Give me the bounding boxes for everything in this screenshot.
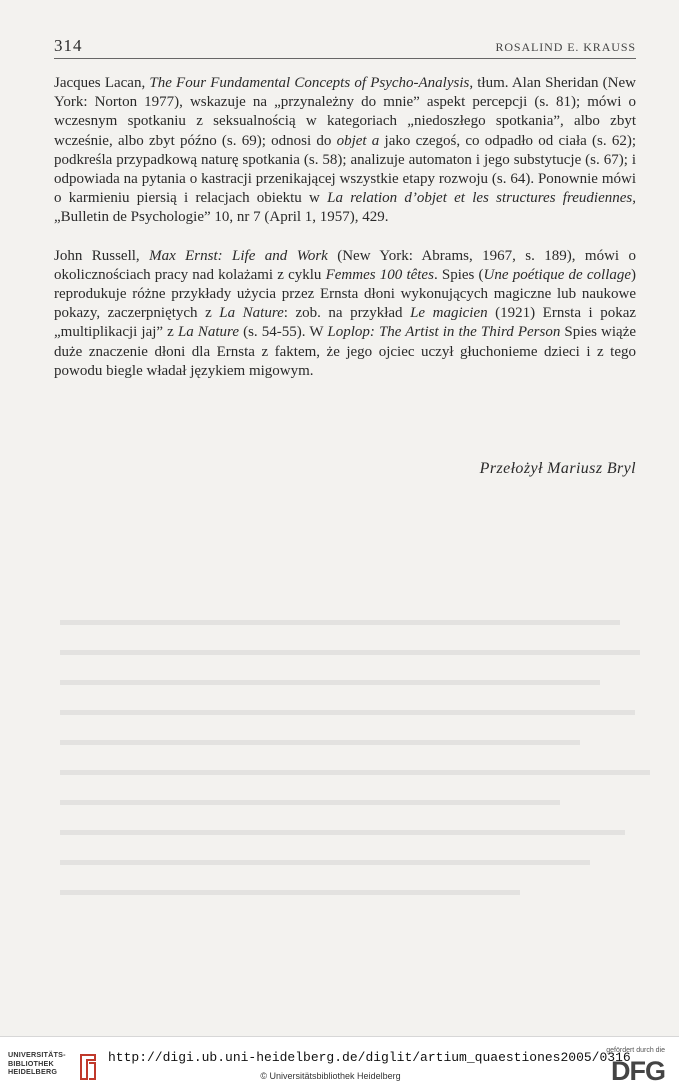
italic-title: The Four Fundamental Concepts of Psycho-Analysis — [149, 75, 470, 91]
running-head: ROSALIND E. KRAUSS — [495, 40, 636, 54]
note-text: jako czegoś, co odpadło od ciała (s. 62); podkreśla przypadkową naturę spotkania (s. 58); analizuje automaton i jego substytucje (s. 67); i odpowiada na pytania o kastracji przenikającej wszystkie etapy rozwoju (s. 64). Ponownie mówi o karmieniu piersią i relacjach obiektu w — [54, 132, 637, 207]
note-text: , „Bulletin de Psychologie” 10, nr 7 (April 1, 1957), 429. — [54, 190, 636, 226]
note-text: Spies wiąże duże znaczenie dłoni dla Ernsta z faktem, że jego ojciec uczył głuchonieme dzieci i z tego powodu biegle władał językiem migowym. — [54, 324, 637, 379]
italic-title: Femmes 100 têtes — [325, 266, 434, 283]
note-paragraph — [54, 74, 636, 228]
note-text: (New York: Abrams, 1967, s. 189), mówi o okolicznościach pracy nad kolażami z cyklu — [54, 247, 636, 283]
library-emblem-icon — [78, 1052, 98, 1082]
dfg-wordmark: DFG — [611, 1056, 665, 1086]
library-name-line: UNIVERSITÄTS- — [8, 1050, 66, 1059]
note-text: : zob. na przykład — [283, 305, 411, 322]
italic-title: La Nature — [219, 305, 284, 322]
note-text: . Spies ( — [433, 266, 484, 283]
note-text: Jacques Lacan, — [54, 75, 150, 91]
library-name-line: BIBLIOTHEK — [8, 1058, 54, 1068]
note-text: , tłum. Alan Sheridan (New York: Norton 1977), wskazuje na „przynależny do mnie” aspekt percepcji (s. 81); mówi o wczesnym spotkaniu z seksualnością w kategoriach „niedoszłego spotkania”, albo zbyt wcześnie, albo zbyt późno (s. 69); odnosi do — [54, 75, 636, 149]
page-number: 314 — [54, 36, 83, 55]
note-text: ) reprodukuje różne przykłady użycia przez Ernsta dłoni wykonujących magiczne lub naukowe pokazy, zaczerpniętych z — [54, 266, 637, 322]
bleed-through-texture — [60, 610, 660, 910]
italic-title: Loplop: The Artist in the Third Person — [327, 324, 561, 341]
funding-note: gefördert durch die — [606, 1047, 665, 1054]
italic-title: La Nature — [177, 324, 239, 341]
translator-credit: Przełożył Mariusz Bryl — [479, 460, 636, 477]
dfg-logo — [573, 1047, 665, 1087]
italic-title: La relation d’objet et les structures freudiennes — [327, 190, 633, 207]
source-url-link[interactable]: http://digi.ub.uni-heidelberg.de/diglit/artium_quaestiones2005/0316 — [108, 1050, 631, 1065]
italic-title: Une poétique de collage — [483, 266, 632, 283]
endnotes — [54, 74, 636, 400]
italic-title: Le magicien — [410, 305, 488, 322]
university-library-logo — [8, 1051, 104, 1085]
note-text: John Russell, — [54, 247, 150, 264]
note-paragraph — [54, 247, 636, 381]
note-text: (s. 54-55). W — [239, 324, 328, 341]
copyright-notice: © Universitätsbibliothek Heidelberg — [260, 1071, 401, 1081]
italic-title: Max Ernst: Life and Work — [149, 247, 328, 264]
page-header — [54, 34, 636, 59]
library-name-line: HEIDELBERG — [8, 1067, 58, 1076]
note-text: (1921) Ernsta i pokaz „multiplikacji jaj” z — [54, 305, 637, 341]
italic-title: objet a — [336, 132, 380, 149]
digitization-footer — [0, 1036, 679, 1089]
